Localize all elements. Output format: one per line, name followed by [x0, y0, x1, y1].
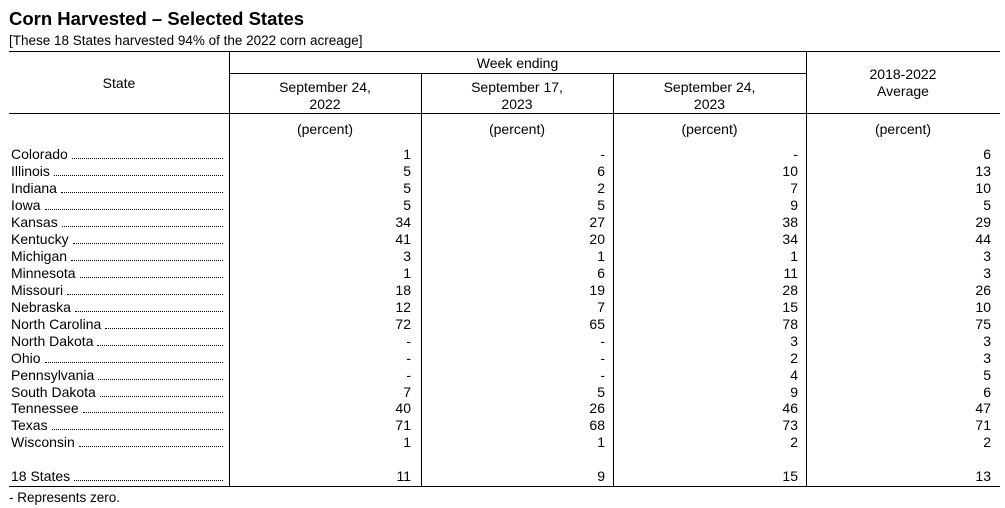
table-row	[0, 180, 1005, 197]
dot-leader	[97, 333, 223, 346]
value-average: 47	[975, 400, 991, 416]
state-name: South Dakota	[11, 384, 96, 400]
value-sep24-2023: 10	[782, 163, 798, 179]
value-average: 5	[983, 367, 991, 383]
state-name: Ohio	[11, 350, 41, 366]
value-sep17-2023: 65	[589, 316, 605, 332]
value-sep24-2023: 34	[782, 231, 798, 247]
value-sep17-2023: 5	[597, 384, 605, 400]
dot-leader	[73, 231, 223, 244]
dot-leader	[79, 434, 223, 447]
week-ending-rule	[229, 73, 806, 74]
value-sep24-2023: 4	[790, 367, 798, 383]
state-name: Nebraska	[11, 299, 71, 315]
table-row	[0, 146, 1005, 163]
unit-label: (percent)	[488, 121, 546, 137]
value-average: 29	[975, 214, 991, 230]
value-sep24-2022: 5	[403, 180, 411, 196]
table-row	[0, 282, 1005, 299]
table-row	[0, 248, 1005, 265]
unit-label: (percent)	[296, 121, 354, 137]
value-sep24-2022: 3	[403, 248, 411, 264]
value-sep17-2023: 2	[597, 180, 605, 196]
value-sep17-2023: 1	[597, 434, 605, 450]
value-sep24-2023: 3	[790, 333, 798, 349]
column-header-average: 2018-2022 Average	[869, 66, 937, 99]
value-average: 26	[975, 282, 991, 298]
value-sep24-2023: 15	[782, 299, 798, 315]
column-header-sep24-2023: September 24, 2023	[663, 79, 756, 112]
state-name: Indiana	[11, 180, 57, 196]
state-name: North Carolina	[11, 316, 102, 332]
value-sep24-2022: 1	[403, 265, 411, 281]
dot-leader	[62, 214, 223, 227]
value-average: 6	[983, 146, 991, 162]
value-average: 44	[975, 231, 991, 247]
value-sep24-2022: 5	[403, 197, 411, 213]
value-sep24-2022: 72	[395, 316, 411, 332]
value-sep17-2023: 6	[597, 265, 605, 281]
value-sep24-2023: -	[793, 146, 798, 162]
value-sep24-2023: 11	[783, 265, 798, 281]
value-average: 13	[975, 163, 991, 179]
value-sep24-2022: 1	[403, 146, 411, 162]
state-name: Tennessee	[11, 400, 79, 416]
state-name: Missouri	[11, 282, 64, 298]
table-row	[0, 299, 1005, 316]
state-column-header: State	[102, 75, 136, 91]
state-name: Wisconsin	[11, 434, 75, 450]
unit-label: (percent)	[681, 121, 738, 137]
value-sep24-2022: 7	[403, 384, 411, 400]
value-average: 5	[983, 197, 991, 213]
dot-leader	[45, 350, 223, 363]
state-name: Illinois	[11, 163, 50, 179]
value-sep17-2023: -	[600, 350, 605, 366]
value-average: 3	[983, 333, 991, 349]
value-sep17-2023: -	[600, 146, 605, 162]
state-name: Michigan	[11, 248, 68, 264]
state-name: Colorado	[11, 146, 68, 162]
dot-leader	[54, 163, 223, 176]
value-sep17-2023: 7	[597, 299, 605, 315]
state-name: Kansas	[11, 214, 58, 230]
state-name: Iowa	[11, 197, 41, 213]
value-sep24-2023: 46	[782, 400, 798, 416]
value-sep24-2022: 18	[395, 282, 411, 298]
value-sep24-2022: 40	[395, 400, 411, 416]
value-average: 10	[975, 180, 991, 196]
table-row	[0, 400, 1005, 417]
value-average: 10	[975, 299, 991, 315]
column-header-sep24-2022: September 24, 2022	[279, 79, 371, 112]
value-sep24-2023: 2	[790, 350, 798, 366]
value-sep24-2023: 73	[782, 417, 798, 433]
value-sep17-2023: -	[600, 367, 605, 383]
table-row	[0, 384, 1005, 401]
value-sep24-2023: 38	[782, 214, 798, 230]
value-sep24-2023: 28	[782, 282, 798, 298]
dot-leader	[52, 417, 223, 430]
table-row	[0, 197, 1005, 214]
state-name: Kentucky	[11, 231, 69, 247]
value-average: 3	[983, 248, 991, 264]
table-row	[0, 350, 1005, 367]
total-row	[0, 468, 1005, 485]
value-sep17-2023: 26	[589, 400, 605, 416]
state-name: North Dakota	[11, 333, 94, 349]
value-sep17-2023: 6	[597, 163, 605, 179]
table-row	[0, 316, 1005, 333]
dot-leader	[74, 468, 223, 481]
value-sep24-2023: 78	[782, 316, 798, 332]
value-sep17-2023: 9	[597, 468, 605, 484]
value-sep24-2023: 2	[790, 434, 798, 450]
table-row	[0, 417, 1005, 434]
value-average: 6	[983, 384, 991, 400]
value-average: 3	[983, 350, 991, 366]
table-row	[0, 434, 1005, 451]
dot-leader	[80, 265, 223, 278]
week-ending-header: Week ending	[476, 55, 559, 71]
value-sep24-2023: 9	[790, 197, 798, 213]
footnote: - Represents zero.	[9, 490, 121, 505]
value-sep24-2022: -	[406, 350, 411, 366]
header-bottom-rule	[9, 113, 1000, 114]
dot-leader	[61, 180, 223, 193]
dot-leader	[100, 384, 223, 397]
table-row	[0, 367, 1005, 384]
dot-leader	[71, 248, 223, 261]
value-sep24-2023: 9	[790, 384, 798, 400]
value-sep17-2023: 19	[589, 282, 605, 298]
table-title: Corn Harvested – Selected States	[9, 8, 305, 29]
value-sep17-2023: 68	[589, 417, 605, 433]
value-average: 3	[983, 265, 991, 281]
value-average: 71	[975, 417, 991, 433]
value-sep17-2023: 20	[589, 231, 605, 247]
table-subtitle: [These 18 States harvested 94% of the 2022 corn acreage]	[9, 33, 363, 48]
column-header-sep17-2023: September 17, 2023	[471, 79, 563, 112]
table-top-rule	[9, 51, 1000, 52]
table-bottom-rule	[9, 486, 1000, 487]
value-sep24-2022: 34	[395, 214, 411, 230]
dot-leader	[75, 299, 223, 312]
table-row	[0, 163, 1005, 180]
value-average: 13	[975, 468, 991, 484]
dot-leader	[45, 197, 223, 210]
value-sep24-2022: 11	[396, 468, 411, 484]
state-name: 18 States	[11, 468, 71, 484]
table-row	[0, 265, 1005, 282]
value-average: 2	[983, 434, 991, 450]
state-name: Texas	[11, 417, 48, 433]
state-name: Minnesota	[11, 265, 76, 281]
value-sep24-2022: 71	[395, 417, 411, 433]
value-sep17-2023: 5	[597, 197, 605, 213]
table-row	[0, 333, 1005, 350]
value-sep24-2022: 41	[395, 231, 411, 247]
value-sep24-2023: 1	[790, 248, 798, 264]
value-sep24-2022: 1	[403, 434, 411, 450]
dot-leader	[105, 316, 223, 329]
dot-leader	[98, 367, 223, 380]
value-average: 75	[975, 316, 991, 332]
dot-leader	[83, 400, 223, 413]
value-sep17-2023: 1	[597, 248, 605, 264]
value-sep24-2023: 7	[790, 180, 798, 196]
unit-label: (percent)	[874, 121, 932, 137]
value-sep24-2022: 5	[403, 163, 411, 179]
value-sep17-2023: -	[600, 333, 605, 349]
dot-leader	[67, 282, 223, 295]
value-sep24-2023: 15	[782, 468, 798, 484]
table-row	[0, 214, 1005, 231]
state-name: Pennsylvania	[11, 367, 95, 383]
value-sep24-2022: -	[406, 333, 411, 349]
dot-leader	[72, 146, 223, 159]
value-sep24-2022: 12	[395, 299, 411, 315]
value-sep24-2022: -	[406, 367, 411, 383]
table-row	[0, 231, 1005, 248]
value-sep17-2023: 27	[589, 214, 605, 230]
